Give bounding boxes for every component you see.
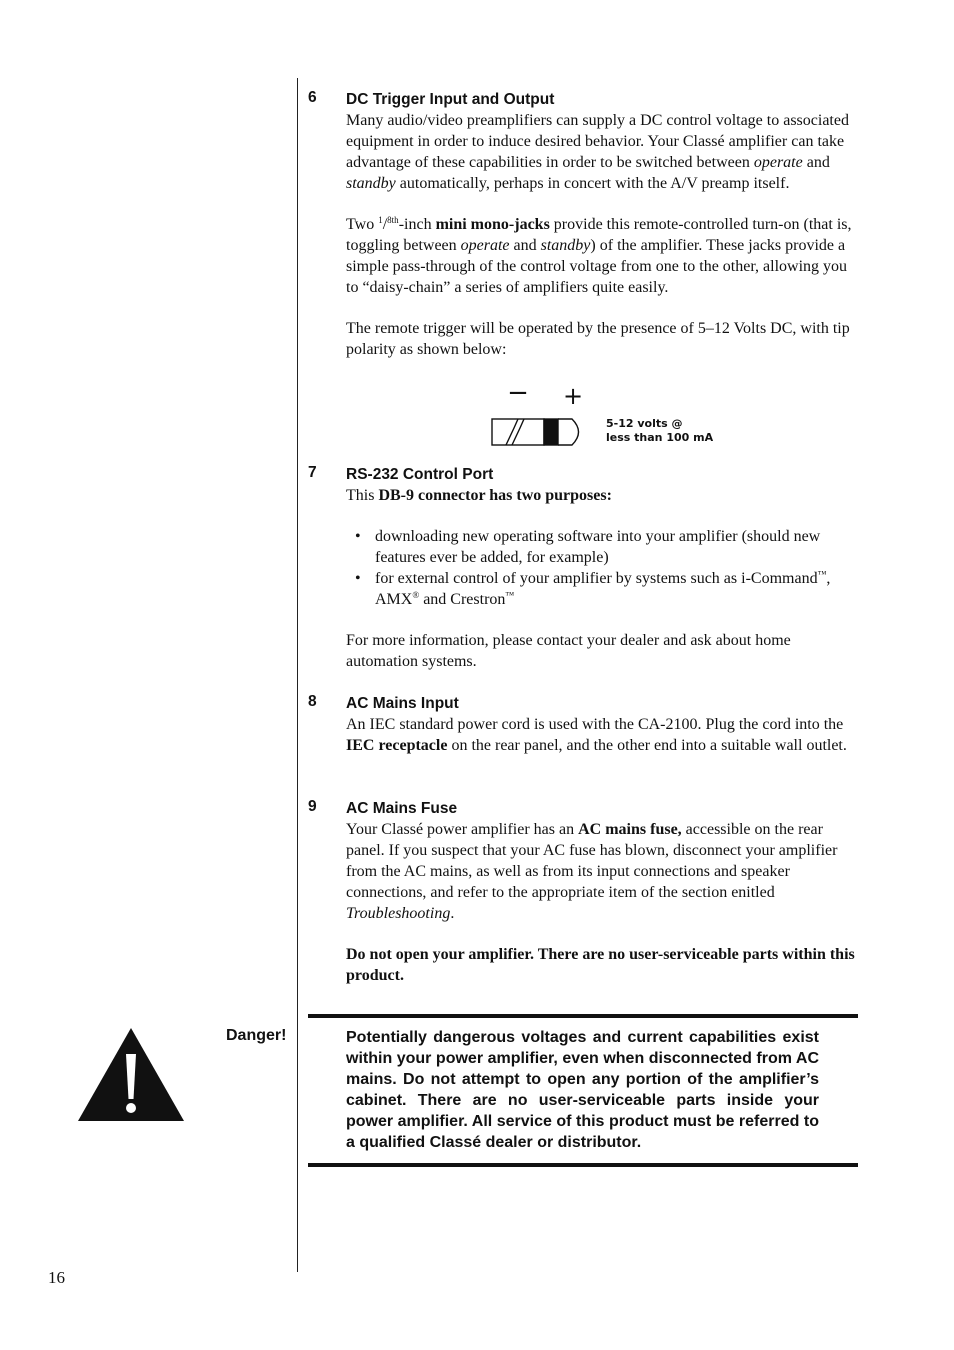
- plus-sign: +: [562, 384, 584, 410]
- section-number: 7: [308, 464, 317, 481]
- paragraph: The remote trigger will be operated by the presence of 5–12 Volts DC, with tip polarity as shown below:: [346, 320, 850, 358]
- paragraph: For more information, please contact your dealer and ask about home automation systems.: [346, 632, 791, 670]
- paragraph: Two $^1$/$^{8th}$-inch mini mono-jacks provide this remote-controlled turn-on (that is, toggling between operate and standby) of the amplifier. These jacks provide a simple pass-through of the control voltage from one to the other, allowing you to “daisy-chain” a series of amplifiers quite easily.: [346, 215, 852, 296]
- danger-label: Danger!: [226, 1027, 287, 1044]
- section-rs232: [308, 464, 860, 672]
- section-dc-trigger: [308, 89, 860, 360]
- paragraph: Your Classé power amplifier has an AC mains fuse, accessible on the rear panel. If you suspect that your AC fuse has blown, disconnect your amplifier from the AC mains, as well as from its input connections and speaker connections, and refer to the appropriate item of the section enitled Troubleshooting.: [346, 821, 838, 922]
- section-ac-mains-fuse: [308, 798, 860, 986]
- voltage-label: 5-12 volts @ less than 100 mA: [606, 417, 714, 444]
- paragraph: Many audio/video preamplifiers can supply a DC control voltage to associated equipment in order to induce desired behavior. Your Classé amplifier can take advantage of these capabilities in order to be switched between operate and standby automatically, perhaps in concert with the A/V preamp itself.: [346, 112, 849, 192]
- danger-rule-bottom: [308, 1163, 858, 1167]
- section-heading: AC Mains Input: [346, 695, 459, 712]
- mono-plug-icon: [492, 419, 579, 445]
- list-item: • downloading new operating software into your amplifier (should new features ever be added, for example): [355, 528, 821, 566]
- section-number: 8: [308, 693, 317, 710]
- warning-paragraph: Do not open your amplifier. There are no user-serviceable parts within this product.: [346, 946, 855, 984]
- section-number: 9: [308, 798, 317, 815]
- vertical-rule: [297, 78, 298, 1272]
- warning-triangle-icon: [76, 1026, 186, 1122]
- minus-sign: −: [507, 384, 529, 408]
- section-ac-mains-input: [308, 693, 860, 756]
- paragraph: This DB-9 connector has two purposes:: [346, 487, 612, 504]
- danger-rule-top: [308, 1014, 858, 1018]
- section-heading: RS-232 Control Port: [346, 466, 494, 483]
- danger-text: Potentially dangerous voltages and current capabilities exist within your power amplifier, even when disconnected from AC mains. Do not attempt to open any portion of the amplifier’s cabinet. There are no user-serviceable parts inside your power amplifier. All service of this product must be referred to a qualified Classé dealer or distributor.: [346, 1029, 819, 1151]
- page-number: 16: [48, 1268, 65, 1287]
- bullet-list: [346, 526, 860, 610]
- section-heading: DC Trigger Input and Output: [346, 91, 555, 108]
- section-number: 6: [308, 89, 317, 106]
- list-item: • for external control of your amplifier by systems such as i-Command™, AMX® and Crestron™: [355, 569, 831, 608]
- section-heading: AC Mains Fuse: [346, 800, 458, 817]
- paragraph: An IEC standard power cord is used with the CA-2100. Plug the cord into the IEC receptacle on the rear panel, and the other end into a suitable wall outlet.: [346, 716, 847, 754]
